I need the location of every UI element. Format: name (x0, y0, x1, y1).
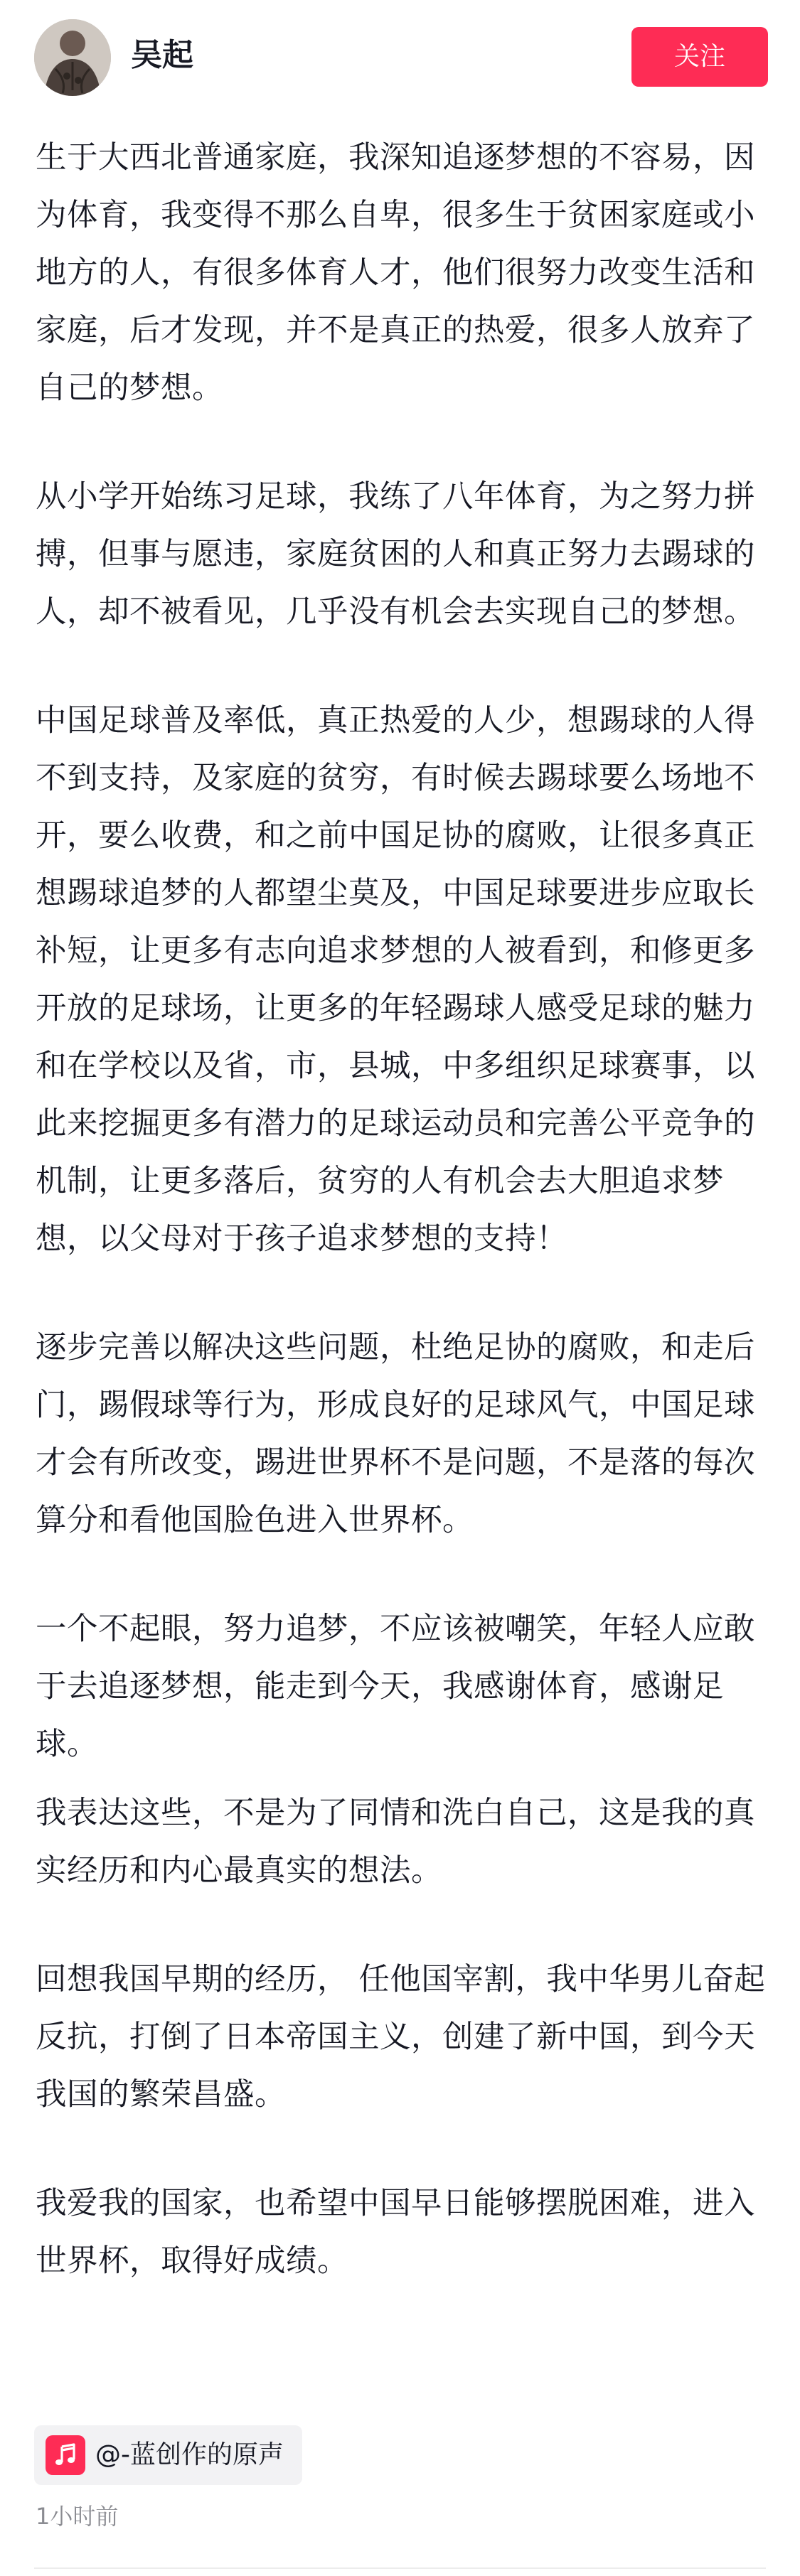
music-label: @-蓝创作的原声 (95, 2440, 284, 2469)
post-paragraph: 中国足球普及率低，真正热爱的人少，想踢球的人得不到支持，及家庭的贫穷，有时候去踢球要么场地不开，要么收费，和之前中国足协的腐败，让很多真正想踢球追梦的人都望尘莫及，中国足球要进步应取长补短，让更多有志向追求梦想的人被看到，和修更多开放的足球场，让更多的年轻踢球人感受足球的魅力和在学校以及省，市，县城，中多组织足球赛事，以此来挖掘更多有潜力的足球运动员和完善公平竞争的机制，让更多落后，贫穷的人有机会去大胆追求梦想，以父母对于孩子追求梦想的支持！ (36, 703, 755, 1257)
post-paragraph: 我爱我的国家，也希望中国早日能够摆脱困难，进入世界杯，取得好成绩。 (36, 2186, 755, 2279)
post-header (0, 0, 800, 114)
post-paragraph: 一个不起眼，努力追梦，不应该被嘲笑，年轻人应敢于去追逐梦想，能走到今天，我感谢体育，感谢足球。 (36, 1611, 755, 1762)
avatar-image (34, 19, 111, 96)
music-tag[interactable] (34, 2425, 302, 2485)
post-content (36, 129, 768, 2290)
post-paragraph: 生于大西北普通家庭，我深知追逐梦想的不容易，因为体育，我变得不那么自卑，很多生于贫困家庭或小地方的人，有很多体育人才，他们很努力改变生活和家庭，后才发现，并不是真正的热爱，很多人放弃了自己的梦想。 (36, 140, 755, 406)
follow-button[interactable]: 关注 (631, 27, 768, 87)
post-paragraph: 逐步完善以解决这些问题，杜绝足协的腐败，和走后门，踢假球等行为，形成良好的足球风气，中国足球才会有所改变，踢进世界杯不是问题，不是落的每次算分和看他国脸色进入世界杯。 (36, 1330, 755, 1538)
avatar[interactable] (34, 19, 111, 96)
post-paragraph: 从小学开始练习足球，我练了八年体育，为之努力拼搏，但事与愿违，家庭贫困的人和真正努力去踢球的人，却不被看见，几乎没有机会去实现自己的梦想。 (36, 479, 755, 630)
divider (34, 2567, 766, 2569)
post-timestamp: 1小时前 (36, 2503, 119, 2530)
music-note-icon (46, 2435, 85, 2475)
post-paragraph: 我表达这些，不是为了同情和洗白自己，这是我的真实经历和内心最真实的想法。 (36, 1796, 755, 1889)
post-paragraph: 回想我国早期的经历， 任他国宰割，我中华男儿奋起反抗，打倒了日本帝国主义，创建了新中国，到今天我国的繁荣昌盛。 (36, 1962, 766, 2113)
author-name[interactable]: 吴起 (131, 37, 193, 73)
